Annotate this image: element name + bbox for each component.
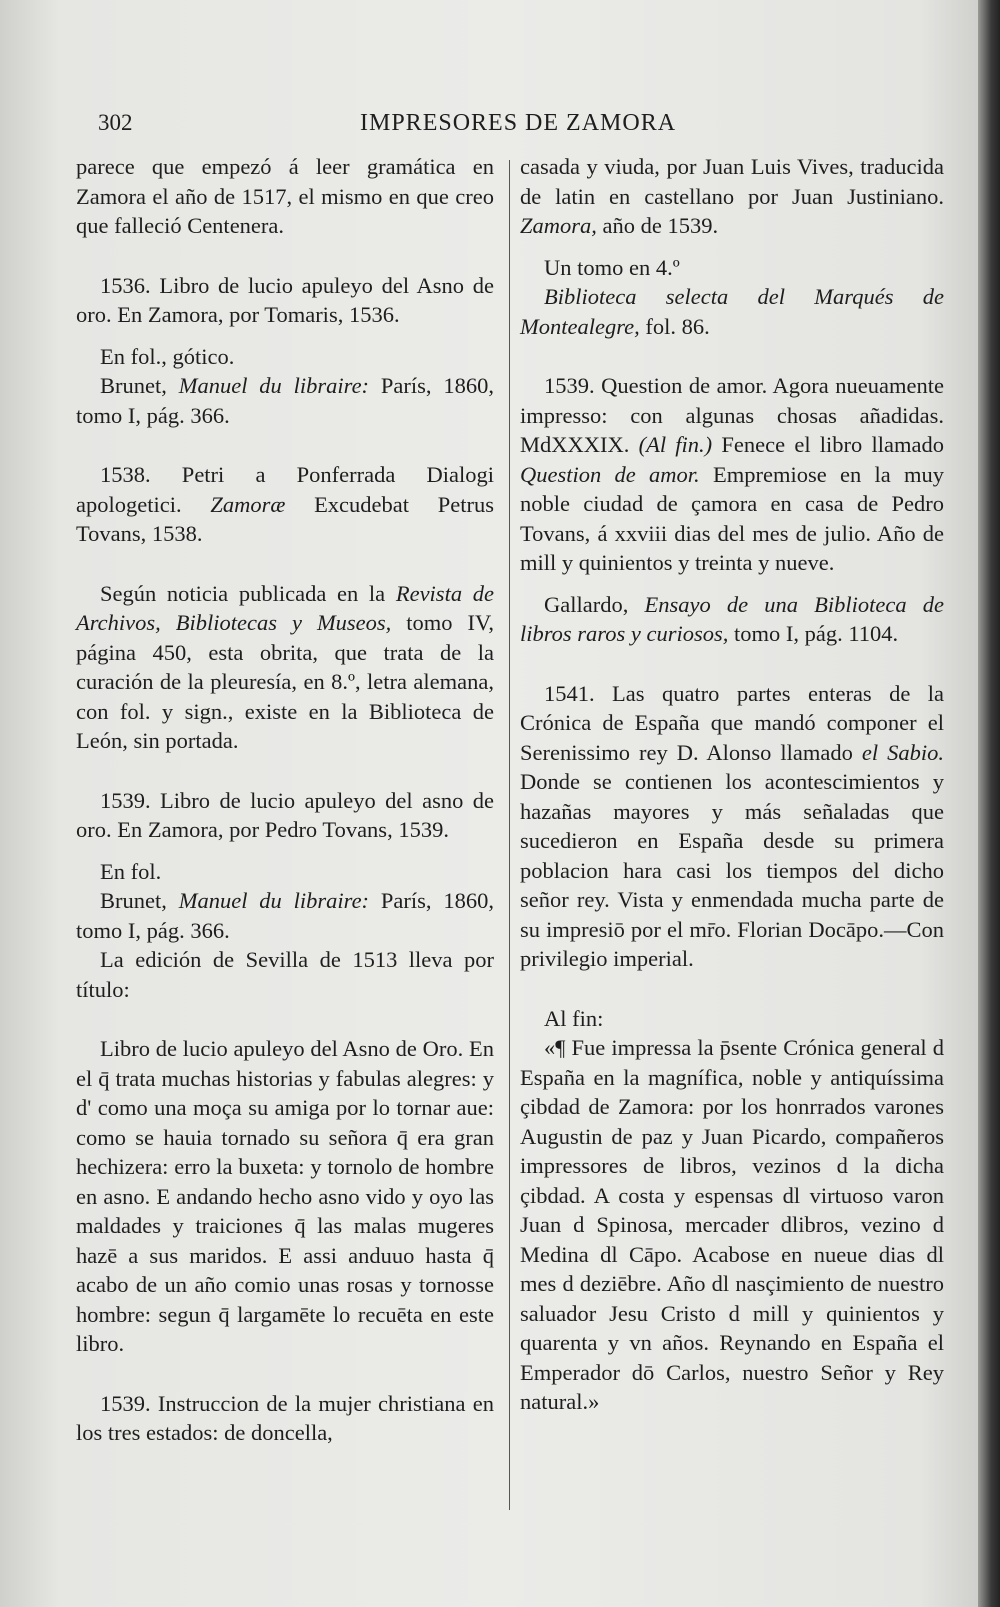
entry-1536-title: 1536. Libro de lucio apuleyo del Asno de oro. En Zamora, por Tomaris, 1536.: [76, 272, 494, 327]
paragraph: parece que empezó á leer gramática en Zamora el año de 1517, el mismo en que creo que falleció Centenera.: [76, 154, 494, 238]
entry-1538-title: 1538. Petri a Ponferrada Dialogi apologetici. Zamoræ Excudebat Petrus Tovans, 1538.: [76, 462, 494, 546]
page-header: [98, 110, 698, 150]
entry-1539-title: 1539. Libro de lucio apuleyo del asno de oro. En Zamora, por Pedro Tovans, 1539.: [76, 787, 494, 842]
entry-1536-reference: Brunet, Manuel du libraire: París, 1860, tomo I, pág. 366.: [76, 373, 495, 428]
entry-1539b-continued: casada y viuda, por Juan Luis Vives, traducida de latin en castellano por Juan Justiniano. Zamora, año de 1539.: [520, 154, 944, 238]
entry-1539b-format: Un tomo en 4.º: [544, 254, 680, 280]
page-edge-shadow: [978, 0, 1000, 1607]
page-number: 302: [98, 110, 133, 135]
entry-1538-note: Según noticia publicada en la Revista de Archivos, Bibliotecas y Museos, tomo IV, página 450, esta obrita, que trata de la curación de la pleuresía, en 8.º, letra alemana, con fol. y sign., existe en la Biblioteca de León, sin portada.: [76, 580, 494, 753]
entry-1541-title: 1541. Las quatro partes enteras de la Crónica de España que mandó componer el Serenissimo rey D. Alonso llamado el Sabio. Donde se contienen los acontescimientos y hazañas mayores y más señaladas que sucedieron en España desde su primera poblacion hara casi los tiempos del dicho señor rey. Vista y enmendada mucha parte de su impresiō por el mr̄o. Florian Docāpo.—Con privilegio imperial.: [520, 680, 944, 971]
entry-1539b-title: 1539. Instruccion de la mujer christiana en los tres estados: de doncella,: [76, 1390, 494, 1445]
entry-1541-colophon: «¶ Fue impressa la p̄sente Crónica general d España en la magnífica, noble y antiquíssima çibdad de Zamora: por los honrrados varones Augustin de paz y Juan Picardo, compañeros impressores de libros, vezinos d la dicha çibdad. A costa y espensas dl virtuoso varon Juan d Spinosa, mercader dlibros, vezino d Medina dl Cāpo. Acabose en nueue dias dl mes d deziēbre. Año dl nasçimiento de nuestro saluador Jesu Cristo d mill y quinientos y quarenta y vn años. Reynando en España el Emperador dō Carlos, nuestro Señor y Rey natural.»: [520, 1035, 944, 1414]
entry-1536-format: En fol., gótico.: [100, 343, 235, 369]
entry-1539b-reference: Biblioteca selecta del Marqués de Montealegre, fol. 86.: [520, 284, 944, 339]
running-title: IMPRESORES DE ZAMORA: [360, 110, 677, 136]
entry-1541-al-fin: Al fin:: [544, 1005, 604, 1031]
entry-1539-question-reference: Gallardo, Ensayo de una Biblioteca de libros raros y curiosos, tomo I, pág. 1104.: [520, 591, 945, 646]
entry-1539-format: En fol.: [100, 858, 162, 884]
entry-1539-full-title: Libro de lucio apuleyo del Asno de Oro. En el q̄ trata muchas historias y fabulas alegres: y d' como una moça su amiga por lo tornar aue: como se hauia tornado su señora q̄ era gran hechizera: erro la buxeta: y tornolo de hombre en asno. E andando hecho asno vido y oyo las maldades y traiciones q̄ las malas mugeres hazē a sus maridos. E assi anduuo hasta q̄ acabo de un año comio unas rosas y tornosse hombre: segun q̄ largamēte lo recuēta en este libro.: [76, 1036, 494, 1356]
left-column: [76, 152, 494, 1448]
entry-1539-question-title: 1539. Question de amor. Agora nueuamente impresso: con algunas chosas añadidas. MdXXXIX. (Al fin.) Fenece el libro llamado Question de amor. Empremiose en la muy noble ciudad de çamora en casa de Pedro Tovans, á xxviii dias del mes de julio. Año de mill y quinientos y treinta y nueve.: [520, 373, 945, 575]
entry-1539-sevilla: La edición de Sevilla de 1513 lleva por título:: [76, 947, 494, 1002]
right-column: [520, 152, 944, 1417]
column-divider: [509, 160, 510, 1510]
entry-1539-reference: Brunet, Manuel du libraire: París, 1860, tomo I, pág. 366.: [76, 888, 495, 943]
